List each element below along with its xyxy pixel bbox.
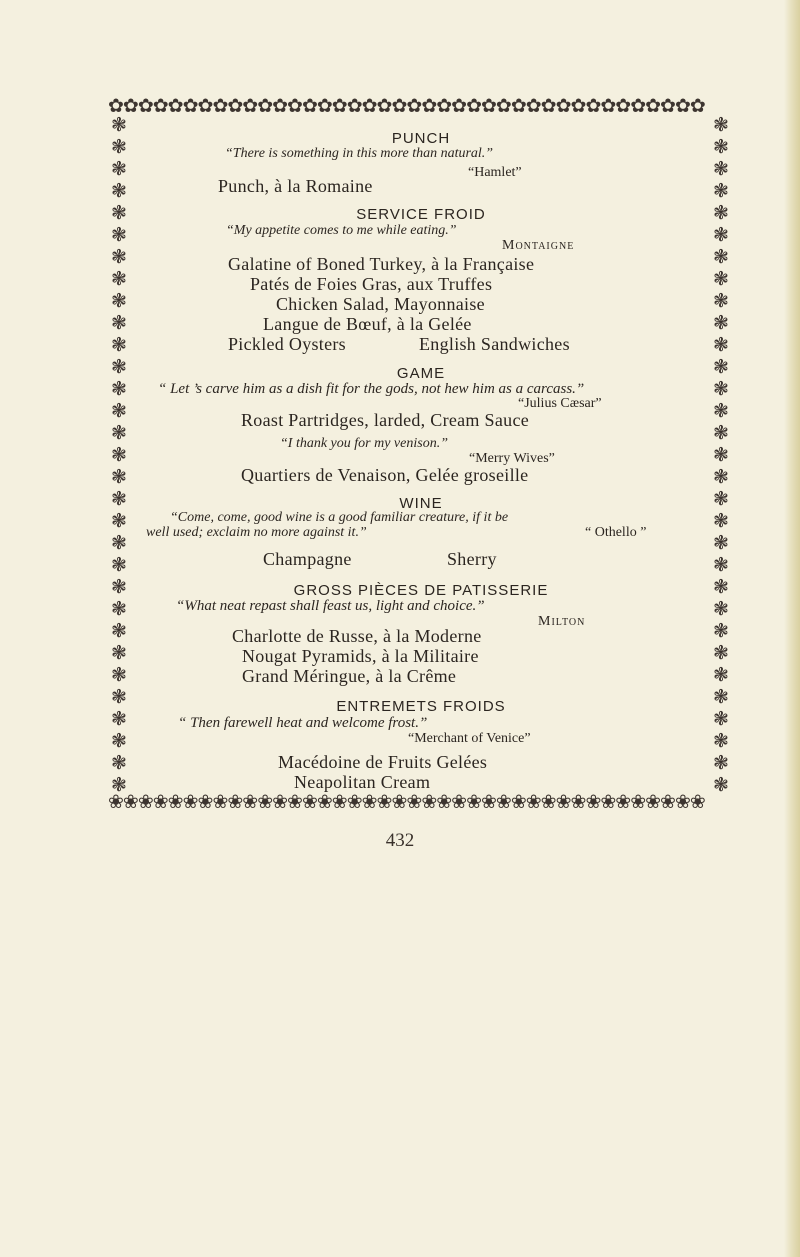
dish-grand-meringue: Grand Méringue, à la Crême (242, 666, 457, 686)
dish-champagne: Champagne (263, 549, 352, 569)
dish-chicken-salad: Chicken Salad, Mayonnaise (276, 294, 485, 314)
border-flower-icon: ❃ (111, 510, 127, 532)
border-flower-icon: ❃ (713, 466, 729, 488)
attribution-patisserie: Milton (538, 614, 586, 629)
border-flower-icon: ❃ (111, 774, 127, 794)
border-flower-icon: ❃ (713, 664, 729, 686)
page-number: 432 (385, 830, 415, 851)
section-heading-entremets: ENTREMETS FROIDS (336, 698, 506, 715)
border-flower-icon: ❃ (713, 444, 729, 466)
border-flower-icon: ❃ (111, 136, 127, 158)
border-flower-icon: ❃ (713, 708, 729, 730)
border-flower-icon: ❃ (111, 576, 127, 598)
border-flower-icon: ❃ (713, 136, 729, 158)
attribution-service-froid: Montaigne (502, 238, 575, 253)
border-flower-icon: ❃ (111, 268, 127, 290)
section-heading-punch: PUNCH (391, 130, 451, 147)
dish-english-sandwiches: English Sandwiches (419, 334, 570, 354)
border-flower-icon: ❃ (713, 554, 729, 576)
border-flower-icon: ❃ (111, 114, 127, 136)
border-flower-icon: ❃ (713, 422, 729, 444)
border-flower-icon: ❃ (111, 180, 127, 202)
border-flower-icon: ❃ (713, 510, 729, 532)
border-flower-icon: ❃ (713, 158, 729, 180)
attribution-game-julius-caesar: “Julius Cæsar” (518, 396, 602, 411)
top-border-ornament: ✿✿✿✿✿✿✿✿✿✿✿✿✿✿✿✿✿✿✿✿✿✿✿✿✿✿✿✿✿✿✿✿✿✿✿✿✿✿✿✿ (108, 95, 705, 117)
dish-langue-de-boeuf: Langue de Bœuf, à la Gelée (263, 314, 472, 334)
page-edge (784, 0, 800, 1257)
border-flower-icon: ❃ (111, 158, 127, 180)
border-flower-icon: ❃ (111, 664, 127, 686)
dish-nougat-pyramids: Nougat Pyramids, à la Militaire (242, 646, 479, 666)
dish-macedoine: Macédoine de Fruits Gelées (278, 752, 488, 772)
border-flower-icon: ❃ (111, 444, 127, 466)
border-flower-icon: ❃ (111, 378, 127, 400)
border-flower-icon: ❃ (111, 466, 127, 488)
border-flower-icon: ❃ (111, 356, 127, 378)
section-heading-patisserie: GROSS PIÈCES DE PATISSERIE (293, 582, 549, 599)
attribution-game-merry-wives: “Merry Wives” (469, 451, 555, 466)
dish-roast-partridges: Roast Partridges, larded, Cream Sauce (241, 410, 530, 430)
section-heading-wine: WINE (399, 495, 443, 512)
border-flower-icon: ❃ (713, 378, 729, 400)
border-flower-icon: ❃ (713, 620, 729, 642)
border-flower-icon: ❃ (111, 488, 127, 510)
border-flower-icon: ❃ (713, 576, 729, 598)
dish-charlotte-de-russe: Charlotte de Russe, à la Moderne (232, 626, 482, 646)
quote-entremets: “ Then farewell heat and welcome frost.” (178, 715, 428, 731)
border-flower-icon: ❃ (713, 642, 729, 664)
dish-neapolitan-cream: Neapolitan Cream (294, 772, 431, 792)
border-flower-icon: ❃ (111, 246, 127, 268)
border-flower-icon: ❃ (111, 312, 127, 334)
border-flower-icon: ❃ (713, 312, 729, 334)
quote-game-julius-caesar: “ Let ’s carve him as a dish fit for the gods, not hew him as a carcass.” (158, 381, 585, 397)
border-flower-icon: ❃ (713, 180, 729, 202)
border-flower-icon: ❃ (111, 554, 127, 576)
attribution-entremets: “Merchant of Venice” (408, 731, 531, 746)
section-heading-game: GAME (396, 365, 446, 382)
border-flower-icon: ❃ (713, 334, 729, 356)
quote-game-merry-wives: “I thank you for my venison.” (280, 436, 448, 451)
border-flower-icon: ❃ (111, 642, 127, 664)
border-flower-icon: ❃ (713, 202, 729, 224)
border-flower-icon: ❃ (713, 356, 729, 378)
border-flower-icon: ❃ (713, 114, 729, 136)
quote-wine-line-2: well used; exclaim no more against it.” (146, 525, 367, 540)
border-flower-icon: ❃ (111, 224, 127, 246)
border-flower-icon: ❃ (111, 620, 127, 642)
attribution-wine: “ Othello ” (585, 525, 647, 540)
border-flower-icon: ❃ (111, 708, 127, 730)
border-flower-icon: ❃ (111, 202, 127, 224)
border-flower-icon: ❃ (111, 752, 127, 774)
border-flower-icon: ❃ (111, 400, 127, 422)
border-flower-icon: ❃ (713, 598, 729, 620)
border-flower-icon: ❃ (111, 290, 127, 312)
border-flower-icon: ❃ (713, 290, 729, 312)
dish-pickled-oysters: Pickled Oysters (228, 334, 346, 354)
dish-punch-romaine: Punch, à la Romaine (218, 176, 373, 196)
border-flower-icon: ❃ (713, 532, 729, 554)
border-flower-icon: ❃ (713, 752, 729, 774)
border-flower-icon: ❃ (713, 224, 729, 246)
dish-pates: Patés de Foies Gras, aux Truffes (250, 274, 493, 294)
border-flower-icon: ❃ (713, 730, 729, 752)
attribution-punch: “Hamlet” (468, 165, 522, 180)
dish-quartiers-de-venaison: Quartiers de Venaison, Gelée groseille (241, 465, 529, 485)
border-flower-icon: ❃ (111, 686, 127, 708)
quote-wine-line-1: “Come, come, good wine is a good familiar creature, if it be (170, 510, 509, 525)
menu-content (108, 94, 734, 814)
quote-patisserie: “What neat repast shall feast us, light and choice.” (176, 598, 485, 614)
quote-service-froid: “My appetite comes to me while eating.” (226, 223, 457, 238)
border-flower-icon: ❃ (111, 730, 127, 752)
section-heading-service-froid: SERVICE FROID (356, 206, 486, 223)
border-flower-icon: ❃ (713, 686, 729, 708)
border-flower-icon: ❃ (713, 488, 729, 510)
dish-sherry: Sherry (447, 549, 497, 569)
border-flower-icon: ❃ (111, 422, 127, 444)
menu-frame (108, 94, 734, 814)
border-flower-icon: ❃ (111, 598, 127, 620)
dish-galatine: Galatine of Boned Turkey, à la Française (228, 254, 535, 274)
border-flower-icon: ❃ (111, 334, 127, 356)
quote-punch: “There is something in this more than natural.” (225, 146, 494, 161)
border-flower-icon: ❃ (713, 400, 729, 422)
border-flower-icon: ❃ (713, 774, 729, 794)
border-flower-icon: ❃ (713, 268, 729, 290)
border-flower-icon: ❃ (713, 246, 729, 268)
bottom-border-ornament: ❀❀❀❀❀❀❀❀❀❀❀❀❀❀❀❀❀❀❀❀❀❀❀❀❀❀❀❀❀❀❀❀❀❀❀❀❀❀❀❀ (108, 791, 705, 813)
border-flower-icon: ❃ (111, 532, 127, 554)
